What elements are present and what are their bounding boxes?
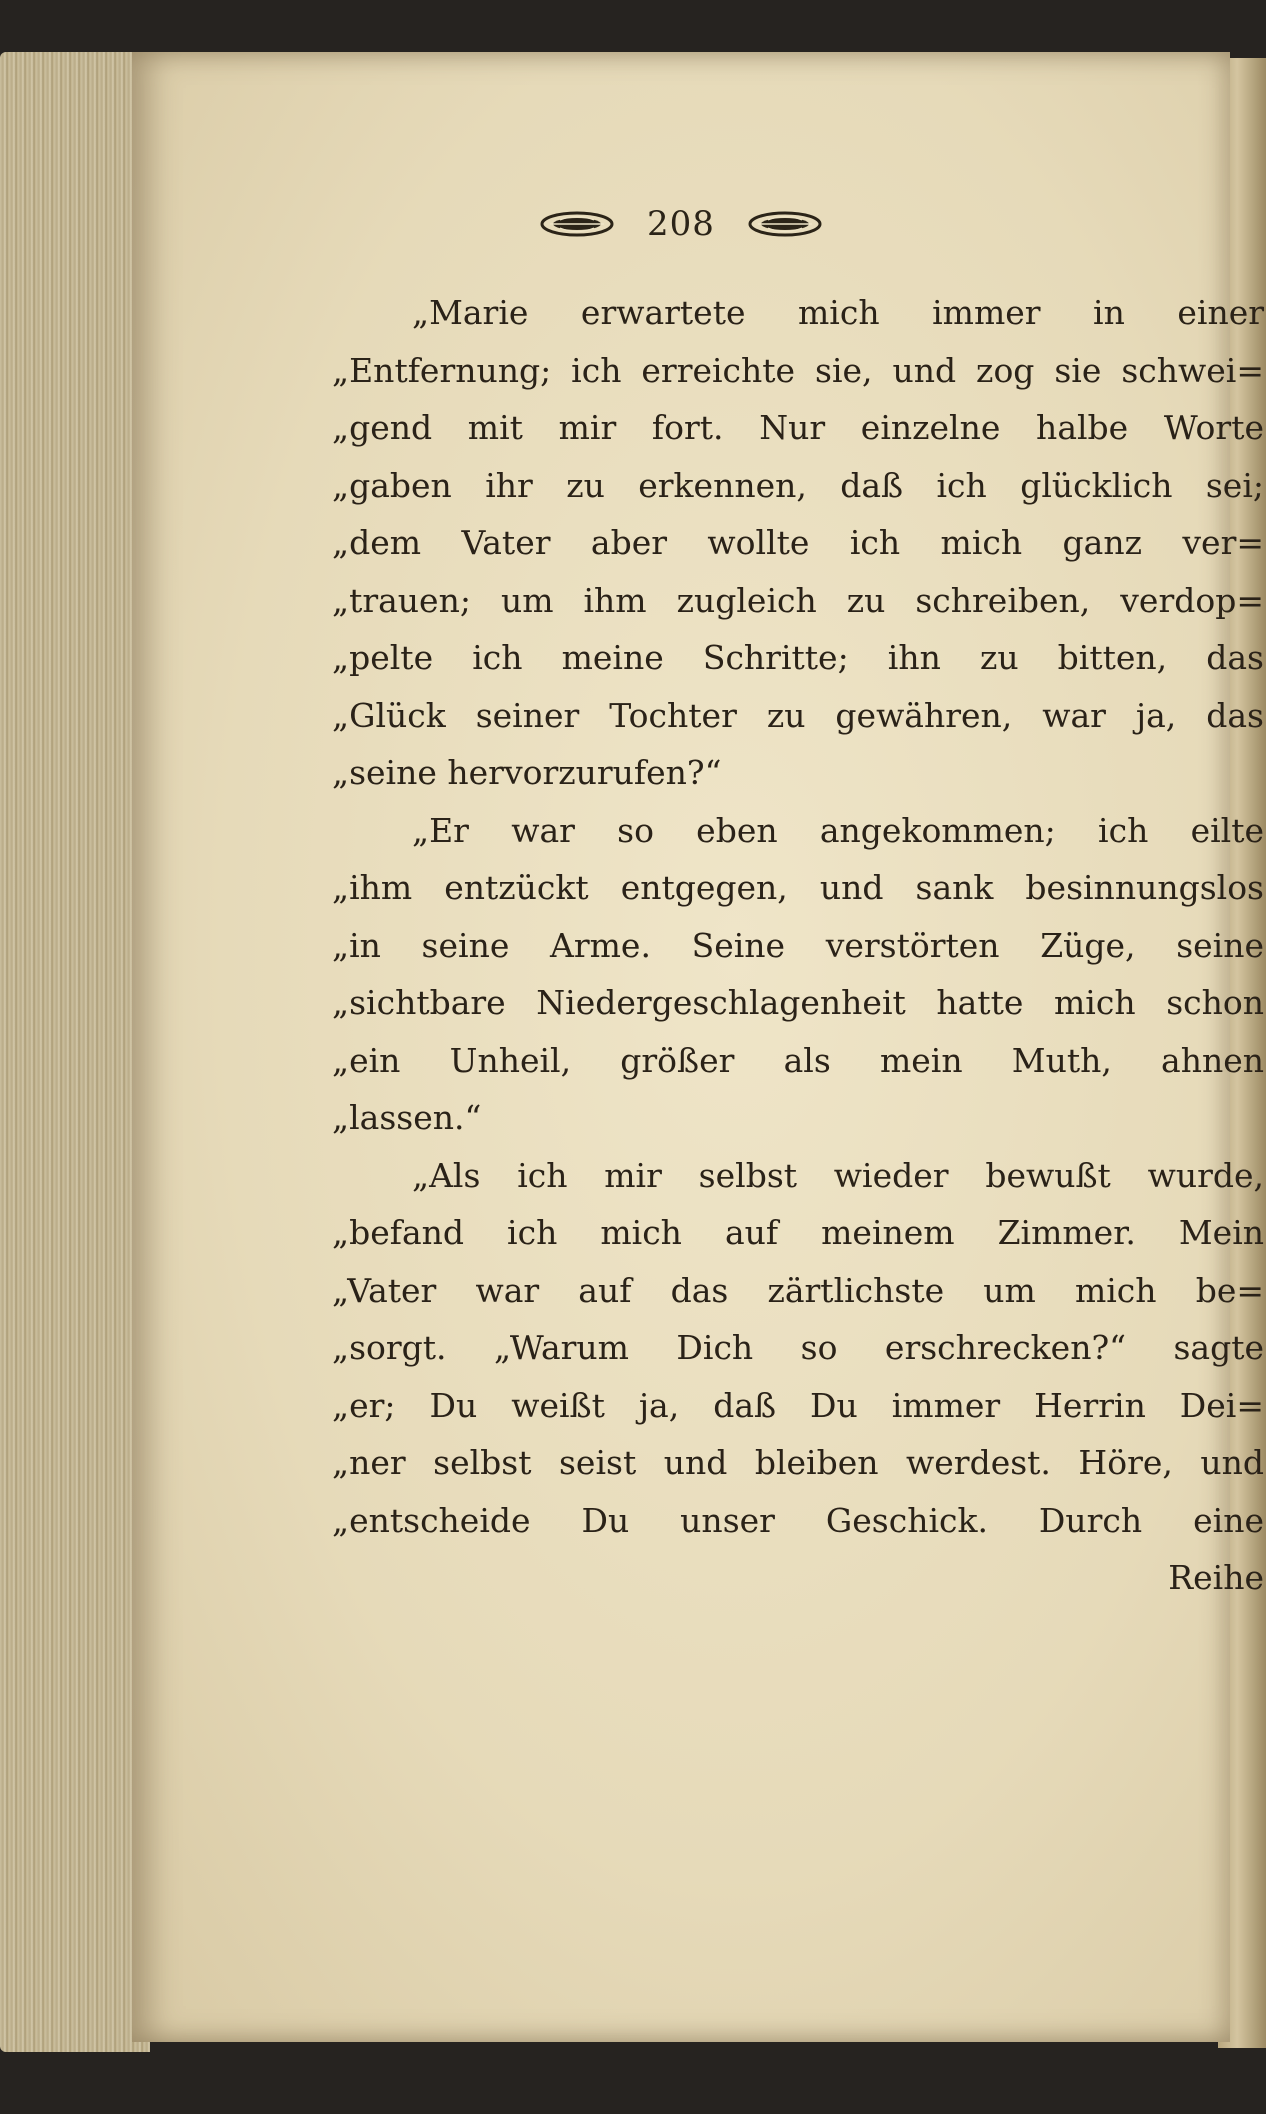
text-line: „gend mit mir fort. Nur einzelne halbe Worte (332, 408, 1264, 447)
ornament-right-icon (748, 211, 822, 237)
text-line: „sorgt. „Warum Dich so erschrecken?“ sagte (332, 1328, 1264, 1367)
text-line: „Glück seiner Tochter zu gewähren, war ja, das (332, 695, 1264, 735)
text-line: „ein Unheil, größer als mein Muth, ahnen (332, 1040, 1264, 1080)
text-line: „Als ich mir selbst wieder bewußt wurde, (412, 1155, 1264, 1195)
text-line: „er; Du weißt ja, daß Du immer Herrin Dei= (332, 1385, 1264, 1425)
text-line: „Marie erwartete mich immer in einer (412, 293, 1264, 332)
text-line: „dem Vater aber wollte ich mich ganz ver= (332, 523, 1264, 562)
page-number: 208 (647, 204, 715, 244)
body-text (332, 284, 1264, 1607)
book-page (132, 52, 1264, 2042)
text-line: „seine hervorzurufen?“ (332, 753, 722, 792)
text-line: „Vater war auf das zärtlichste um mich be= (332, 1270, 1264, 1310)
running-head (132, 202, 1230, 244)
text-line: „gaben ihr zu erkennen, daß ich glücklich sei; (332, 465, 1264, 505)
text-line: „ner selbst seist und bleiben werdest. Höre, und (332, 1443, 1264, 1482)
text-line: „trauen; um ihm zugleich zu schreiben, verdop= (332, 580, 1264, 620)
text-line: „ihm entzückt entgegen, und sank besinnungslos (332, 868, 1264, 907)
text-line: „pelte ich meine Schritte; ihn zu bitten, das (332, 638, 1264, 677)
text-line: „lassen.“ (332, 1098, 482, 1137)
page-edges (0, 52, 150, 2052)
text-line: „in seine Arme. Seine verstörten Züge, seine (332, 925, 1264, 965)
text-line: „Er war so eben angekommen; ich eilte (412, 810, 1264, 850)
catchword: Reihe (1168, 1558, 1264, 1597)
text-line: „befand ich mich auf meinem Zimmer. Mein (332, 1213, 1264, 1252)
text-line: „entscheide Du unser Geschick. Durch eine (332, 1500, 1264, 1540)
text-line: „Entfernung; ich erreichte sie, und zog sie schwei= (332, 350, 1264, 390)
text-line: „sichtbare Niedergeschlagenheit hatte mich schon (332, 983, 1264, 1022)
ornament-left-icon (540, 211, 614, 237)
